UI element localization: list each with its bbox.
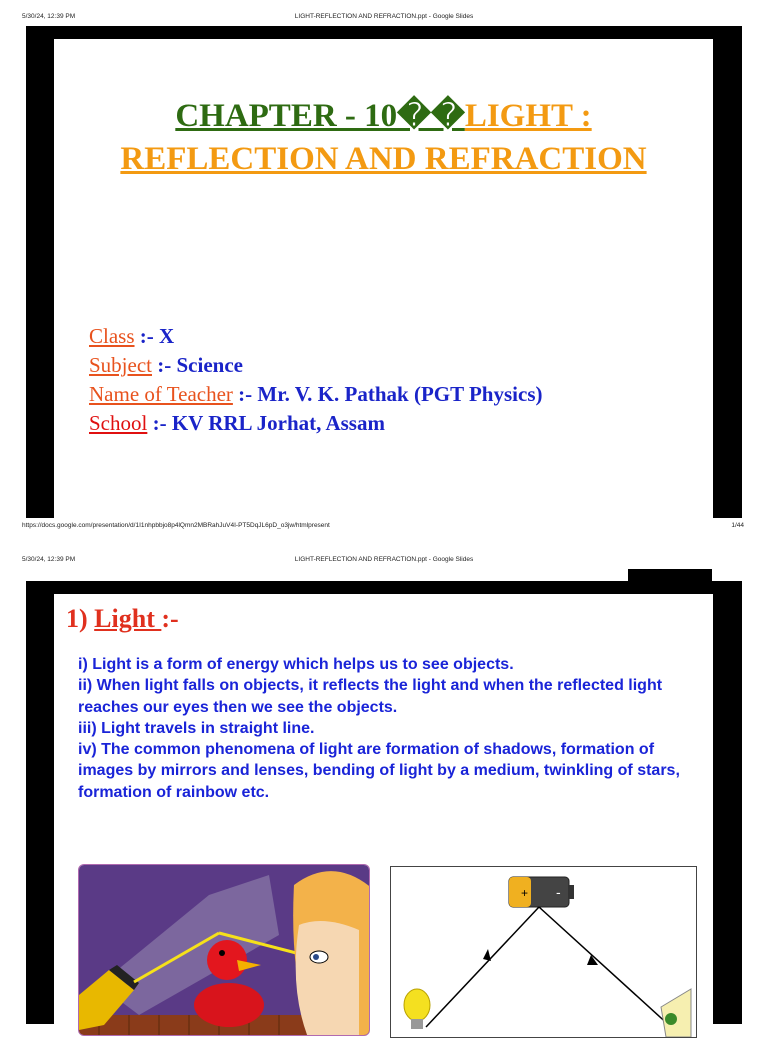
info-label: Name of Teacher [89, 382, 233, 406]
battery-bulb-image [391, 867, 696, 1037]
info-teacher [89, 380, 542, 409]
point-item: i) Light is a form of energy which helps us to see objects. [78, 656, 514, 673]
slide-1 [54, 39, 713, 518]
info-class [89, 322, 542, 351]
title-light: LIGHT : [464, 98, 592, 134]
print-title: LIGHT-REFLECTION AND REFRACTION.ppt - Google Slides [294, 556, 474, 563]
point-item: iii) Light travels in straight line. [78, 719, 315, 737]
point-item: ii) When light falls on objects, it reflects the light and when the reflected light reaches our eyes then we see the objects. [78, 677, 663, 716]
frame-gap [712, 569, 742, 581]
title-chapter: CHAPTER - 10�� [175, 98, 465, 134]
info-value: :- X [134, 324, 175, 348]
svg-text:+: + [521, 886, 529, 900]
title-reflection-refraction: REFLECTION AND REFRACTION [120, 141, 647, 177]
light-ray-diagram [390, 866, 697, 1038]
slide-title-line2 [54, 138, 713, 181]
info-value: :- Mr. V. K. Pathak (PGT Physics) [232, 382, 543, 406]
print-datetime: 5/30/24, 12:39 PM [22, 13, 76, 20]
duck-flashlight-image [79, 865, 369, 1035]
heading-number: 1) [66, 604, 95, 633]
print-title: LIGHT-REFLECTION AND REFRACTION.ppt - Google Slides [294, 13, 474, 20]
slide-heading [66, 604, 179, 634]
slide-title-line1 [54, 95, 713, 138]
print-url[interactable]: https://docs.google.com/presentation/d/1I1nhpbbjo8p4lQmn2MBRahJuV4I-PT5DqJL6pD_o3jw/htmlpresent [22, 522, 330, 529]
frame-gap [26, 569, 628, 581]
info-school [89, 409, 542, 438]
info-label: Subject [89, 353, 152, 377]
print-header-2 [0, 551, 768, 567]
print-page-number: 1/44 [731, 522, 744, 529]
info-value: :- Science [152, 353, 243, 377]
svg-text:-: - [556, 884, 561, 900]
info-label: School [89, 411, 148, 435]
heading-tail: :- [161, 604, 179, 633]
slide-info-list [89, 322, 542, 438]
print-datetime: 5/30/24, 12:39 PM [22, 556, 76, 563]
info-subject [89, 351, 542, 380]
slide-body [78, 654, 698, 803]
print-header-1 [0, 8, 768, 24]
reflection-illustration [78, 864, 370, 1036]
print-footer-1 [0, 518, 768, 534]
info-value: :- KV RRL Jorhat, Assam [147, 411, 385, 435]
heading-word: Light [94, 604, 162, 633]
info-label: Class [89, 324, 135, 348]
slide-frame-1 [26, 26, 742, 518]
point-item: iv) The common phenomena of light are formation of shadows, formation of images by mirrors and lenses, bending of light by a medium, twinkling of stars, formation of rainbow etc. [78, 741, 680, 801]
